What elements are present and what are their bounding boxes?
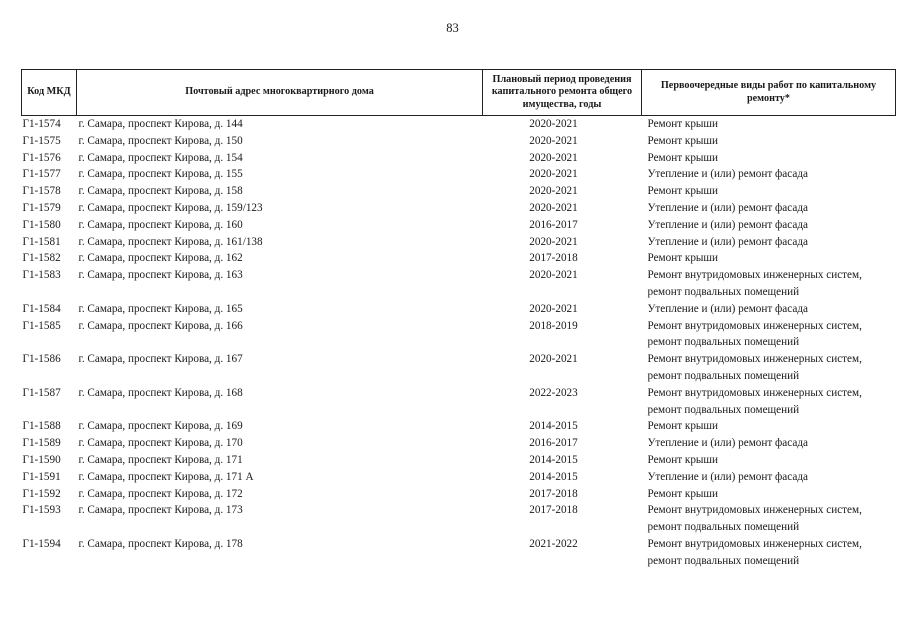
repair-works-cell [642, 351, 896, 385]
repair-work-line: Утепление и (или) ремонт фасада [647, 235, 808, 248]
mkd-code-cell: Г1-1592 [22, 487, 61, 500]
repair-work-line: Ремонт крыши [647, 453, 719, 466]
repair-works-cell [642, 385, 896, 419]
table-row [22, 116, 896, 133]
repair-works-cell [642, 217, 896, 234]
address-cell: г. Самара, проспект Кирова, д. 171 А [78, 470, 254, 483]
mkd-code-cell: Г1-1593 [22, 504, 61, 517]
repair-work-line: ремонт подвальных помещений [647, 336, 800, 349]
page-number: 83 [446, 21, 459, 35]
repair-work-line: Ремонт крыши [647, 487, 719, 500]
repair-period-cell: 2017-2018 [529, 487, 578, 500]
repair-work-line: Ремонт внутридомовых инженерных систем, [647, 504, 862, 517]
repair-period-cell: 2016-2017 [529, 437, 578, 450]
repair-work-line: Утепление и (или) ремонт фасада [647, 437, 808, 450]
repair-work-line: Ремонт внутридомовых инженерных систем, [647, 386, 862, 399]
repair-period-cell: 2020-2021 [529, 269, 578, 282]
table-row [22, 217, 896, 234]
repair-work-line: Ремонт внутридомовых инженерных систем, [647, 319, 862, 332]
repair-work-line: Ремонт внутридомовых инженерных систем, [647, 353, 862, 366]
mkd-code-cell: Г1-1589 [22, 437, 61, 450]
mkd-code-cell: Г1-1578 [22, 185, 61, 198]
address-cell: г. Самара, проспект Кирова, д. 163 [78, 269, 243, 282]
repair-period-cell: 2020-2021 [529, 185, 578, 198]
mkd-code-cell: Г1-1586 [22, 353, 61, 366]
table-row [22, 301, 896, 318]
repair-works-cell [642, 183, 896, 200]
address-cell: г. Самара, проспект Кирова, д. 162 [78, 252, 243, 265]
repair-period-cell: 2014-2015 [529, 470, 578, 483]
repair-works-cell [642, 116, 896, 133]
repair-work-line: ремонт подвальных помещений [647, 554, 800, 567]
table-row [22, 234, 896, 251]
address-cell: г. Самара, проспект Кирова, д. 158 [78, 185, 243, 198]
repair-period-cell: 2018-2019 [529, 319, 578, 332]
mkd-code-cell: Г1-1590 [22, 453, 61, 466]
repair-work-line: Ремонт крыши [647, 134, 719, 147]
address-cell: г. Самара, проспект Кирова, д. 178 [78, 537, 243, 550]
repair-period-cell: 2020-2021 [529, 353, 578, 366]
repair-work-line: Ремонт внутридомовых инженерных систем, [647, 537, 862, 550]
mkd-code-cell: Г1-1585 [22, 319, 61, 332]
repair-period-cell: 2016-2017 [529, 218, 578, 231]
repair-period-cell: 2014-2015 [529, 453, 578, 466]
repair-work-line: ремонт подвальных помещений [647, 403, 800, 416]
repair-works-cell [642, 267, 896, 301]
repair-work-line: ремонт подвальных помещений [647, 521, 800, 534]
address-cell: г. Самара, проспект Кирова, д. 154 [78, 151, 243, 164]
mkd-code-cell: Г1-1575 [22, 134, 61, 147]
mkd-code-cell: Г1-1594 [22, 537, 61, 550]
address-cell: г. Самара, проспект Кирова, д. 161/138 [78, 235, 263, 248]
mkd-code-cell: Г1-1591 [22, 470, 61, 483]
repair-work-line: Утепление и (или) ремонт фасада [647, 201, 808, 214]
repair-work-line: Утепление и (или) ремонт фасада [647, 470, 808, 483]
mkd-code-cell: Г1-1588 [22, 420, 61, 433]
address-cell: г. Самара, проспект Кирова, д. 166 [78, 319, 243, 332]
mkd-code-cell: Г1-1583 [22, 269, 61, 282]
address-cell: г. Самара, проспект Кирова, д. 144 [78, 118, 243, 130]
repair-work-line: ремонт подвальных помещений [647, 285, 800, 298]
table-row [22, 486, 896, 503]
repair-period-cell: 2020-2021 [529, 168, 578, 181]
repair-works-cell [642, 166, 896, 183]
address-cell: г. Самара, проспект Кирова, д. 167 [78, 353, 243, 366]
header-code: Код МКД [22, 70, 77, 116]
repair-period-cell: 2021-2022 [529, 537, 578, 550]
address-cell: г. Самара, проспект Кирова, д. 165 [78, 302, 243, 315]
repair-period-cell: 2020-2021 [529, 151, 578, 164]
repair-works-cell [642, 301, 896, 318]
repair-period-cell: 2020-2021 [529, 201, 578, 214]
table-row [22, 536, 896, 570]
table-body [22, 116, 896, 570]
header-period: Плановый период проведения капитального ремонта общего имущества, годы [483, 70, 642, 116]
mkd-code-cell: Г1-1584 [22, 302, 61, 315]
table-row [22, 435, 896, 452]
address-cell: г. Самара, проспект Кирова, д. 160 [78, 218, 243, 231]
repair-works-cell [642, 418, 896, 435]
address-cell: г. Самара, проспект Кирова, д. 159/123 [78, 201, 263, 214]
repair-period-cell: 2020-2021 [529, 302, 578, 315]
table-row [22, 502, 896, 536]
repair-period-cell: 2014-2015 [529, 420, 578, 433]
address-cell: г. Самара, проспект Кирова, д. 173 [78, 504, 243, 517]
table-row [22, 183, 896, 200]
table-row [22, 452, 896, 469]
repair-work-line: Ремонт внутридомовых инженерных систем, [647, 269, 862, 282]
table-header [22, 70, 896, 116]
repair-period-cell: 2020-2021 [529, 118, 578, 130]
address-cell: г. Самара, проспект Кирова, д. 170 [78, 437, 243, 450]
repair-work-line: Утепление и (или) ремонт фасада [647, 302, 808, 315]
table-row [22, 469, 896, 486]
table-row [22, 385, 896, 419]
table-row [22, 133, 896, 150]
table-row [22, 267, 896, 301]
header-address: Почтовый адрес многоквартирного дома [77, 70, 483, 116]
repair-period-cell: 2017-2018 [529, 504, 578, 517]
repair-works-cell [642, 318, 896, 352]
repair-work-line: Ремонт крыши [647, 118, 719, 130]
table-row [22, 351, 896, 385]
repair-period-cell: 2020-2021 [529, 134, 578, 147]
repair-works-cell [642, 200, 896, 217]
repair-works-cell [642, 536, 896, 570]
repair-works-cell [642, 133, 896, 150]
repair-works-cell [642, 234, 896, 251]
address-cell: г. Самара, проспект Кирова, д. 150 [78, 134, 243, 147]
table-row [22, 418, 896, 435]
repair-works-cell [642, 435, 896, 452]
mkd-code-cell: Г1-1576 [22, 151, 61, 164]
repair-period-cell: 2020-2021 [529, 235, 578, 248]
repair-work-line: ремонт подвальных помещений [647, 369, 800, 382]
repair-works-cell [642, 469, 896, 486]
address-cell: г. Самара, проспект Кирова, д. 169 [78, 420, 243, 433]
repair-period-cell: 2017-2018 [529, 252, 578, 265]
mkd-code-cell: Г1-1581 [22, 235, 61, 248]
header-works: Первоочередные виды работ по капитальному ремонту* [642, 70, 896, 116]
address-cell: г. Самара, проспект Кирова, д. 168 [78, 386, 243, 399]
repair-works-cell [642, 150, 896, 167]
repair-works-cell [642, 452, 896, 469]
address-cell: г. Самара, проспект Кирова, д. 171 [78, 453, 243, 466]
repair-work-line: Утепление и (или) ремонт фасада [647, 218, 808, 231]
mkd-code-cell: Г1-1579 [22, 201, 61, 214]
address-cell: г. Самара, проспект Кирова, д. 155 [78, 168, 243, 181]
mkd-code-cell: Г1-1574 [22, 118, 61, 130]
mkd-code-cell: Г1-1580 [22, 218, 61, 231]
table-row [22, 150, 896, 167]
repair-work-line: Ремонт крыши [647, 420, 719, 433]
repair-works-cell [642, 250, 896, 267]
address-cell: г. Самара, проспект Кирова, д. 172 [78, 487, 243, 500]
repair-works-cell [642, 486, 896, 503]
repair-works-cell [642, 502, 896, 536]
table-row [22, 250, 896, 267]
repair-work-line: Ремонт крыши [647, 151, 719, 164]
mkd-code-cell: Г1-1577 [22, 168, 61, 181]
repair-work-line: Ремонт крыши [647, 252, 719, 265]
header-row [22, 70, 896, 116]
table-row [22, 318, 896, 352]
repair-work-line: Ремонт крыши [647, 185, 719, 198]
mkd-code-cell: Г1-1587 [22, 386, 61, 399]
table-row [22, 166, 896, 183]
table-row [22, 200, 896, 217]
housing-registry-table [21, 69, 896, 570]
repair-period-cell: 2022-2023 [529, 386, 578, 399]
mkd-code-cell: Г1-1582 [22, 252, 61, 265]
repair-work-line: Утепление и (или) ремонт фасада [647, 168, 808, 181]
